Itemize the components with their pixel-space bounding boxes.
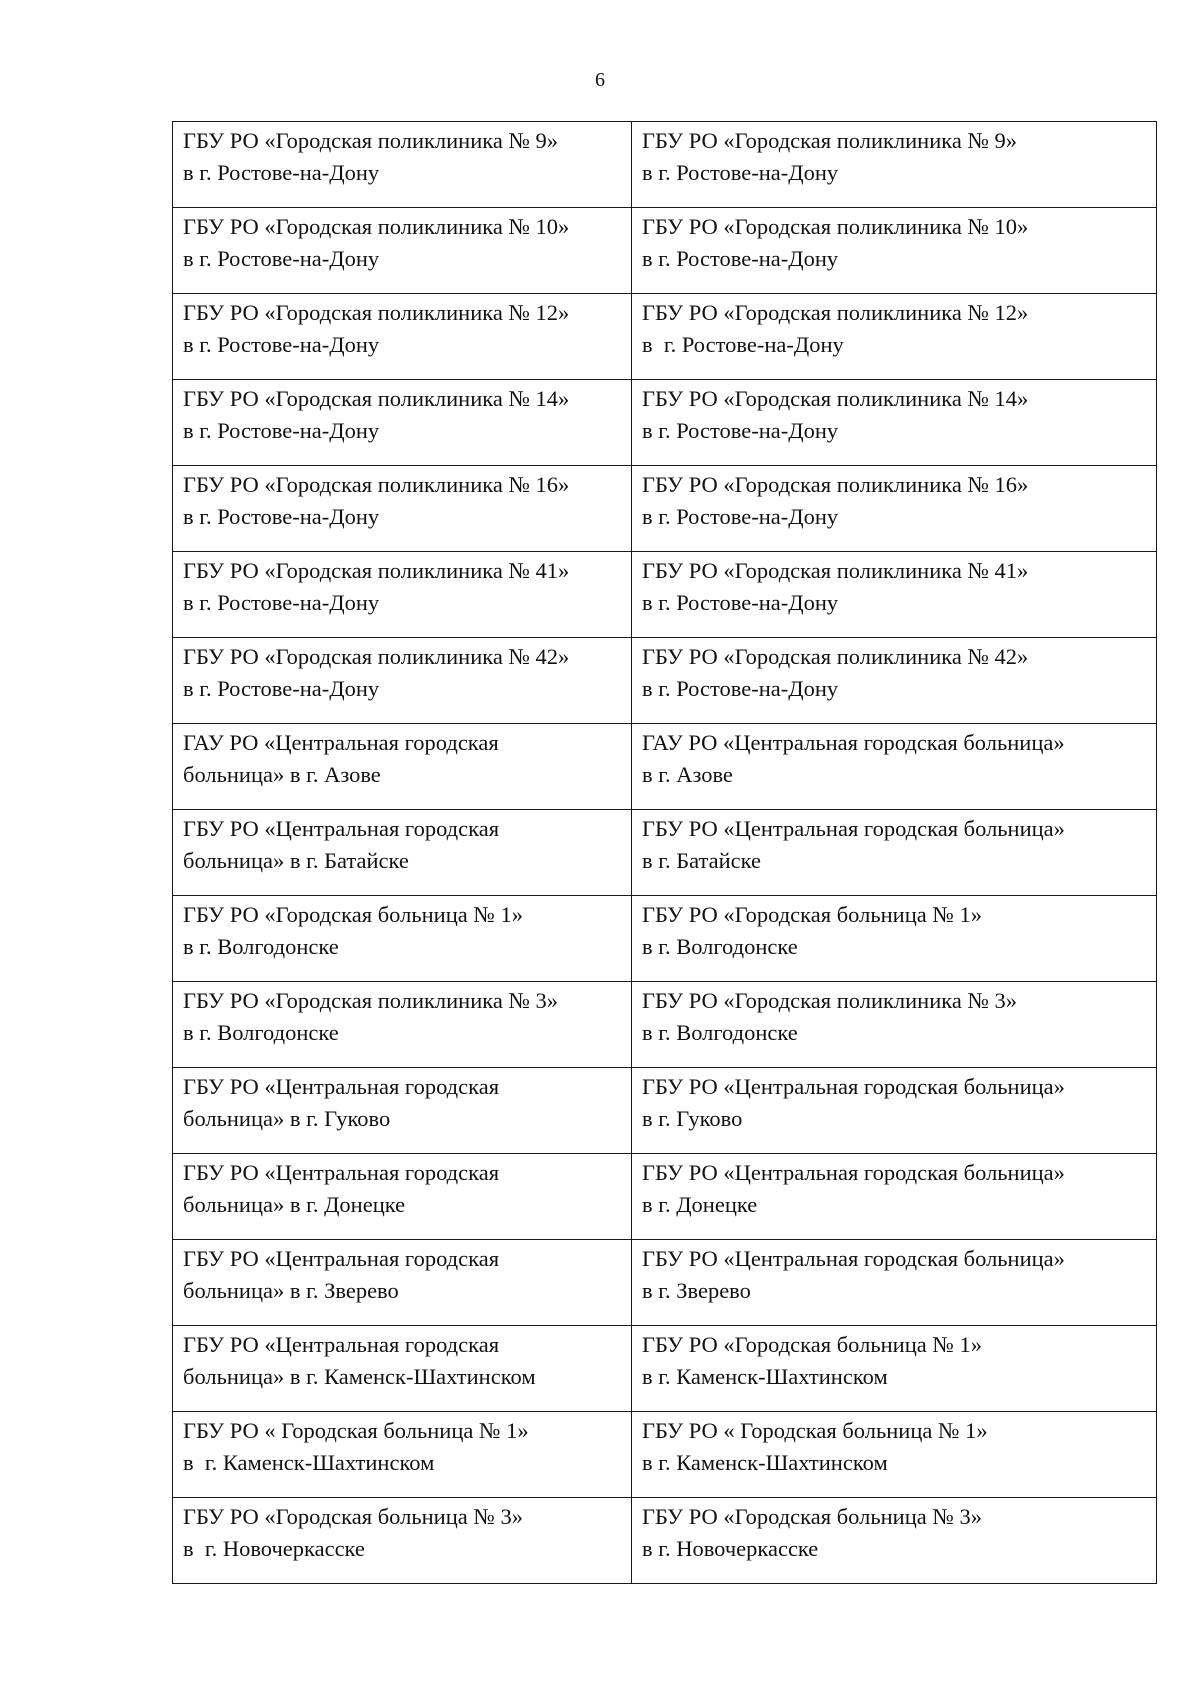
institution-new-name-cell <box>632 294 1157 380</box>
institution-new-name-cell <box>632 1412 1157 1498</box>
cell-text-line: ГБУ РО «Городская поликлиника № 3» <box>642 988 1018 1013</box>
cell-text-line: в г. Ростове-на-Дону <box>183 676 380 701</box>
cell-text-line: в г. Батайске <box>642 848 761 873</box>
cell-text-line: в г. Волгодонске <box>642 1020 798 1045</box>
cell-text-line: в г. Ростове-на-Дону <box>642 504 839 529</box>
cell-text-line: в г. Ростове-на-Дону <box>642 332 844 357</box>
cell-text-line: ГБУ РО «Городская поликлиника № 41» <box>183 558 570 583</box>
institution-old-name-cell <box>173 208 632 294</box>
table-row <box>173 982 1157 1068</box>
institution-new-name-cell <box>632 896 1157 982</box>
institution-old-name-cell <box>173 122 632 208</box>
cell-text-line: в г. Донецке <box>642 1192 758 1217</box>
cell-text-line: ГБУ РО «Городская больница № 1» <box>642 902 982 927</box>
cell-text-line: в г. Ростове-на-Дону <box>183 418 380 443</box>
table-row <box>173 552 1157 638</box>
table-row <box>173 466 1157 552</box>
cell-text-line: в г. Каменск-Шахтинском <box>183 1450 435 1475</box>
cell-text-line: ГБУ РО «Городская поликлиника № 41» <box>642 558 1029 583</box>
cell-text-line: ГБУ РО «Городская поликлиника № 42» <box>642 644 1029 669</box>
table-row <box>173 1240 1157 1326</box>
cell-text-line: в г. Новочеркасске <box>642 1536 819 1561</box>
table-row <box>173 1412 1157 1498</box>
cell-text-line: в г. Ростове-на-Дону <box>183 590 380 615</box>
cell-text-line: ГБУ РО «Городская поликлиника № 42» <box>183 644 570 669</box>
cell-text-line: ГБУ РО «Центральная городская больница» <box>642 1074 1065 1099</box>
table-body <box>173 122 1157 1584</box>
cell-text-line: в г. Каменск-Шахтинском <box>642 1364 888 1389</box>
cell-text-line: ГБУ РО «Городская поликлиника № 10» <box>642 214 1029 239</box>
institution-new-name-cell <box>632 1154 1157 1240</box>
cell-text-line: ГБУ РО «Центральная городская <box>183 1074 500 1099</box>
institution-old-name-cell <box>173 380 632 466</box>
institution-old-name-cell <box>173 1240 632 1326</box>
cell-text-line: больница» в г. Донецке <box>183 1192 406 1217</box>
cell-text-line: в г. Ростове-на-Дону <box>183 246 380 271</box>
institution-new-name-cell <box>632 1326 1157 1412</box>
cell-text-line: ГБУ РО «Городская поликлиника № 3» <box>183 988 559 1013</box>
cell-text-line: в г. Волгодонске <box>642 934 798 959</box>
cell-text-line: в г. Гуково <box>642 1106 743 1131</box>
cell-text-line: ГБУ РО «Городская поликлиника № 9» <box>642 128 1018 153</box>
institution-old-name-cell <box>173 724 632 810</box>
cell-text-line: ГБУ РО «Городская больница № 1» <box>183 902 523 927</box>
cell-text-line: ГБУ РО «Центральная городская больница» <box>642 1246 1065 1271</box>
cell-text-line: в г. Волгодонске <box>183 1020 339 1045</box>
institution-old-name-cell <box>173 896 632 982</box>
cell-text-line: в г. Ростове-на-Дону <box>642 246 839 271</box>
institution-new-name-cell <box>632 982 1157 1068</box>
cell-text-line: больница» в г. Гуково <box>183 1106 391 1131</box>
page-number: 6 <box>595 69 605 91</box>
institution-old-name-cell <box>173 1154 632 1240</box>
table-row <box>173 1068 1157 1154</box>
table-row <box>173 1154 1157 1240</box>
table-row <box>173 1498 1157 1584</box>
institution-new-name-cell <box>632 724 1157 810</box>
cell-text-line: ГБУ РО «Центральная городская <box>183 1246 500 1271</box>
institution-new-name-cell <box>632 810 1157 896</box>
cell-text-line: ГБУ РО «Городская больница № 1» <box>642 1332 982 1357</box>
institution-new-name-cell <box>632 380 1157 466</box>
cell-text-line: в г. Волгодонске <box>183 934 339 959</box>
cell-text-line: ГБУ РО «Центральная городская <box>183 816 500 841</box>
institution-new-name-cell <box>632 1068 1157 1154</box>
cell-text-line: в г. Ростове-на-Дону <box>183 160 380 185</box>
institution-old-name-cell <box>173 1498 632 1584</box>
cell-text-line: в г. Ростове-на-Дону <box>183 504 380 529</box>
institution-new-name-cell <box>632 552 1157 638</box>
institution-old-name-cell <box>173 294 632 380</box>
cell-text-line: в г. Новочеркасске <box>183 1536 365 1561</box>
cell-text-line: больница» в г. Азове <box>183 762 381 787</box>
cell-text-line: больница» в г. Зверево <box>183 1278 399 1303</box>
cell-text-line: ГБУ РО «Городская поликлиника № 16» <box>183 472 570 497</box>
institution-new-name-cell <box>632 1498 1157 1584</box>
cell-text-line: больница» в г. Каменск-Шахтинском <box>183 1364 536 1389</box>
institution-old-name-cell <box>173 810 632 896</box>
institution-old-name-cell <box>173 466 632 552</box>
institution-old-name-cell <box>173 552 632 638</box>
cell-text-line: ГБУ РО «Центральная городская <box>183 1160 500 1185</box>
cell-text-line: в г. Зверево <box>642 1278 751 1303</box>
table-row <box>173 208 1157 294</box>
institution-new-name-cell <box>632 1240 1157 1326</box>
table-row <box>173 810 1157 896</box>
cell-text-line: ГБУ РО «Центральная городская больница» <box>642 1160 1065 1185</box>
cell-text-line: больница» в г. Батайске <box>183 848 409 873</box>
cell-text-line: ГБУ РО « Городская больница № 1» <box>642 1418 988 1443</box>
table-row <box>173 122 1157 208</box>
cell-text-line: ГАУ РО «Центральная городская <box>183 730 499 755</box>
institution-new-name-cell <box>632 122 1157 208</box>
cell-text-line: ГБУ РО «Городская больница № 3» <box>183 1504 523 1529</box>
table-row <box>173 294 1157 380</box>
table-row <box>173 1326 1157 1412</box>
cell-text-line: ГБУ РО «Городская поликлиника № 9» <box>183 128 559 153</box>
institutions-table <box>172 121 1157 1584</box>
cell-text-line: в г. Ростове-на-Дону <box>642 418 839 443</box>
institution-old-name-cell <box>173 1326 632 1412</box>
cell-text-line: ГБУ РО «Городская поликлиника № 12» <box>183 300 570 325</box>
cell-text-line: в г. Ростове-на-Дону <box>642 590 839 615</box>
table-row <box>173 896 1157 982</box>
cell-text-line: ГАУ РО «Центральная городская больница» <box>642 730 1065 755</box>
cell-text-line: ГБУ РО «Городская поликлиника № 14» <box>642 386 1029 411</box>
cell-text-line: в г. Азове <box>642 762 733 787</box>
cell-text-line: ГБУ РО «Городская поликлиника № 16» <box>642 472 1029 497</box>
table-row <box>173 724 1157 810</box>
cell-text-line: ГБУ РО « Городская больница № 1» <box>183 1418 529 1443</box>
institution-new-name-cell <box>632 466 1157 552</box>
cell-text-line: в г. Ростове-на-Дону <box>183 332 380 357</box>
cell-text-line: в г. Каменск-Шахтинском <box>642 1450 888 1475</box>
institution-old-name-cell <box>173 982 632 1068</box>
cell-text-line: ГБУ РО «Городская больница № 3» <box>642 1504 982 1529</box>
institution-new-name-cell <box>632 638 1157 724</box>
cell-text-line: ГБУ РО «Городская поликлиника № 12» <box>642 300 1029 325</box>
cell-text-line: ГБУ РО «Городская поликлиника № 10» <box>183 214 570 239</box>
institution-old-name-cell <box>173 1068 632 1154</box>
institution-old-name-cell <box>173 638 632 724</box>
cell-text-line: в г. Ростове-на-Дону <box>642 676 839 701</box>
institution-new-name-cell <box>632 208 1157 294</box>
cell-text-line: ГБУ РО «Центральная городская больница» <box>642 816 1065 841</box>
institution-old-name-cell <box>173 1412 632 1498</box>
table-row <box>173 380 1157 466</box>
cell-text-line: ГБУ РО «Городская поликлиника № 14» <box>183 386 570 411</box>
table-row <box>173 638 1157 724</box>
cell-text-line: в г. Ростове-на-Дону <box>642 160 839 185</box>
cell-text-line: ГБУ РО «Центральная городская <box>183 1332 500 1357</box>
